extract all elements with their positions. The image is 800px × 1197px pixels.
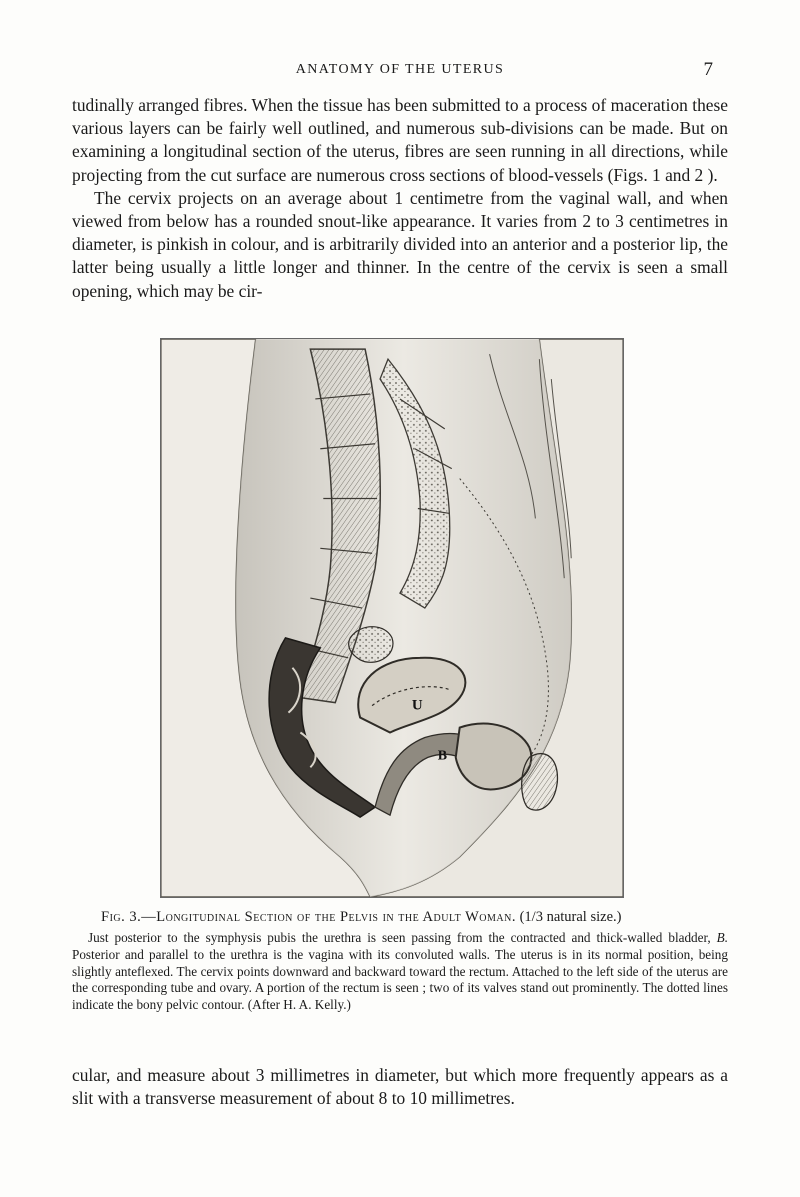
bladder-label: B bbox=[437, 748, 448, 764]
caption-body bbox=[72, 930, 728, 1014]
paragraph-maceration: tudinally arranged fibres. When the tissue has been submitted to a process of maceration these various layers can be fairly well outlined, and numerous sub-divisions can be made. But on examining a longitudinal section of the uterus, fibres are seen running in all directions, while projecting from the cut surface are numerous cross sections of blood-vessels (Figs. 1 and 2 ). bbox=[72, 95, 728, 185]
page-header bbox=[0, 59, 800, 84]
caption-fig-number: Fig. 3. bbox=[101, 909, 142, 925]
ovary bbox=[349, 627, 393, 663]
figure-caption bbox=[72, 908, 728, 1014]
caption-body-part-1: Just posterior to the symphysis pubis the urethra is seen passing from the contracted and thick-walled bladder, bbox=[88, 930, 711, 945]
uterus-label: U bbox=[411, 697, 423, 714]
caption-title bbox=[72, 908, 728, 927]
paragraph-cervix: The cervix projects on an average about 1 centimetre from the vaginal wall, and when viewed from below has a rounded snout-like appearance. It varies from 2 to 3 centimetres in diameter, is pinkish in colour, and is arbitrarily divided into an anterior and a posterior lip, the latter being usually a little longer and thinner. In the centre of the cervix is seen a small opening, which may be cir- bbox=[72, 187, 728, 301]
pelvis-section-illustration bbox=[160, 338, 624, 898]
page-number: 7 bbox=[703, 59, 713, 80]
body-text-bottom: cular, and measure about 3 millimetres in diameter, but which more frequently appears as a slit with a transverse measurement of about 8 to 10 millimetres. bbox=[72, 1065, 728, 1109]
caption-body-part-2: Posterior and parallel to the urethra is the vagina with its convoluted walls. The uterus is in its normal position, being slightly anteflexed. The cervix points downward and backward toward the rectum. Attached to the left side of the uterus are the corresponding tube and ovary. A portion of the rectum is seen ; two of its valves stand out prominently. The dotted lines indicate the bony pelvic contour. (After H. A. Kelly.) bbox=[72, 946, 728, 1013]
body-text-top bbox=[72, 94, 728, 303]
caption-title-text: —Longitudinal Section of the Pelvis in the Adult Woman. bbox=[141, 909, 516, 925]
caption-scale: (1/3 natural size.) bbox=[519, 909, 622, 925]
running-head: ANATOMY OF THE UTERUS bbox=[295, 62, 505, 77]
caption-bladder-ref: B. bbox=[716, 930, 728, 945]
